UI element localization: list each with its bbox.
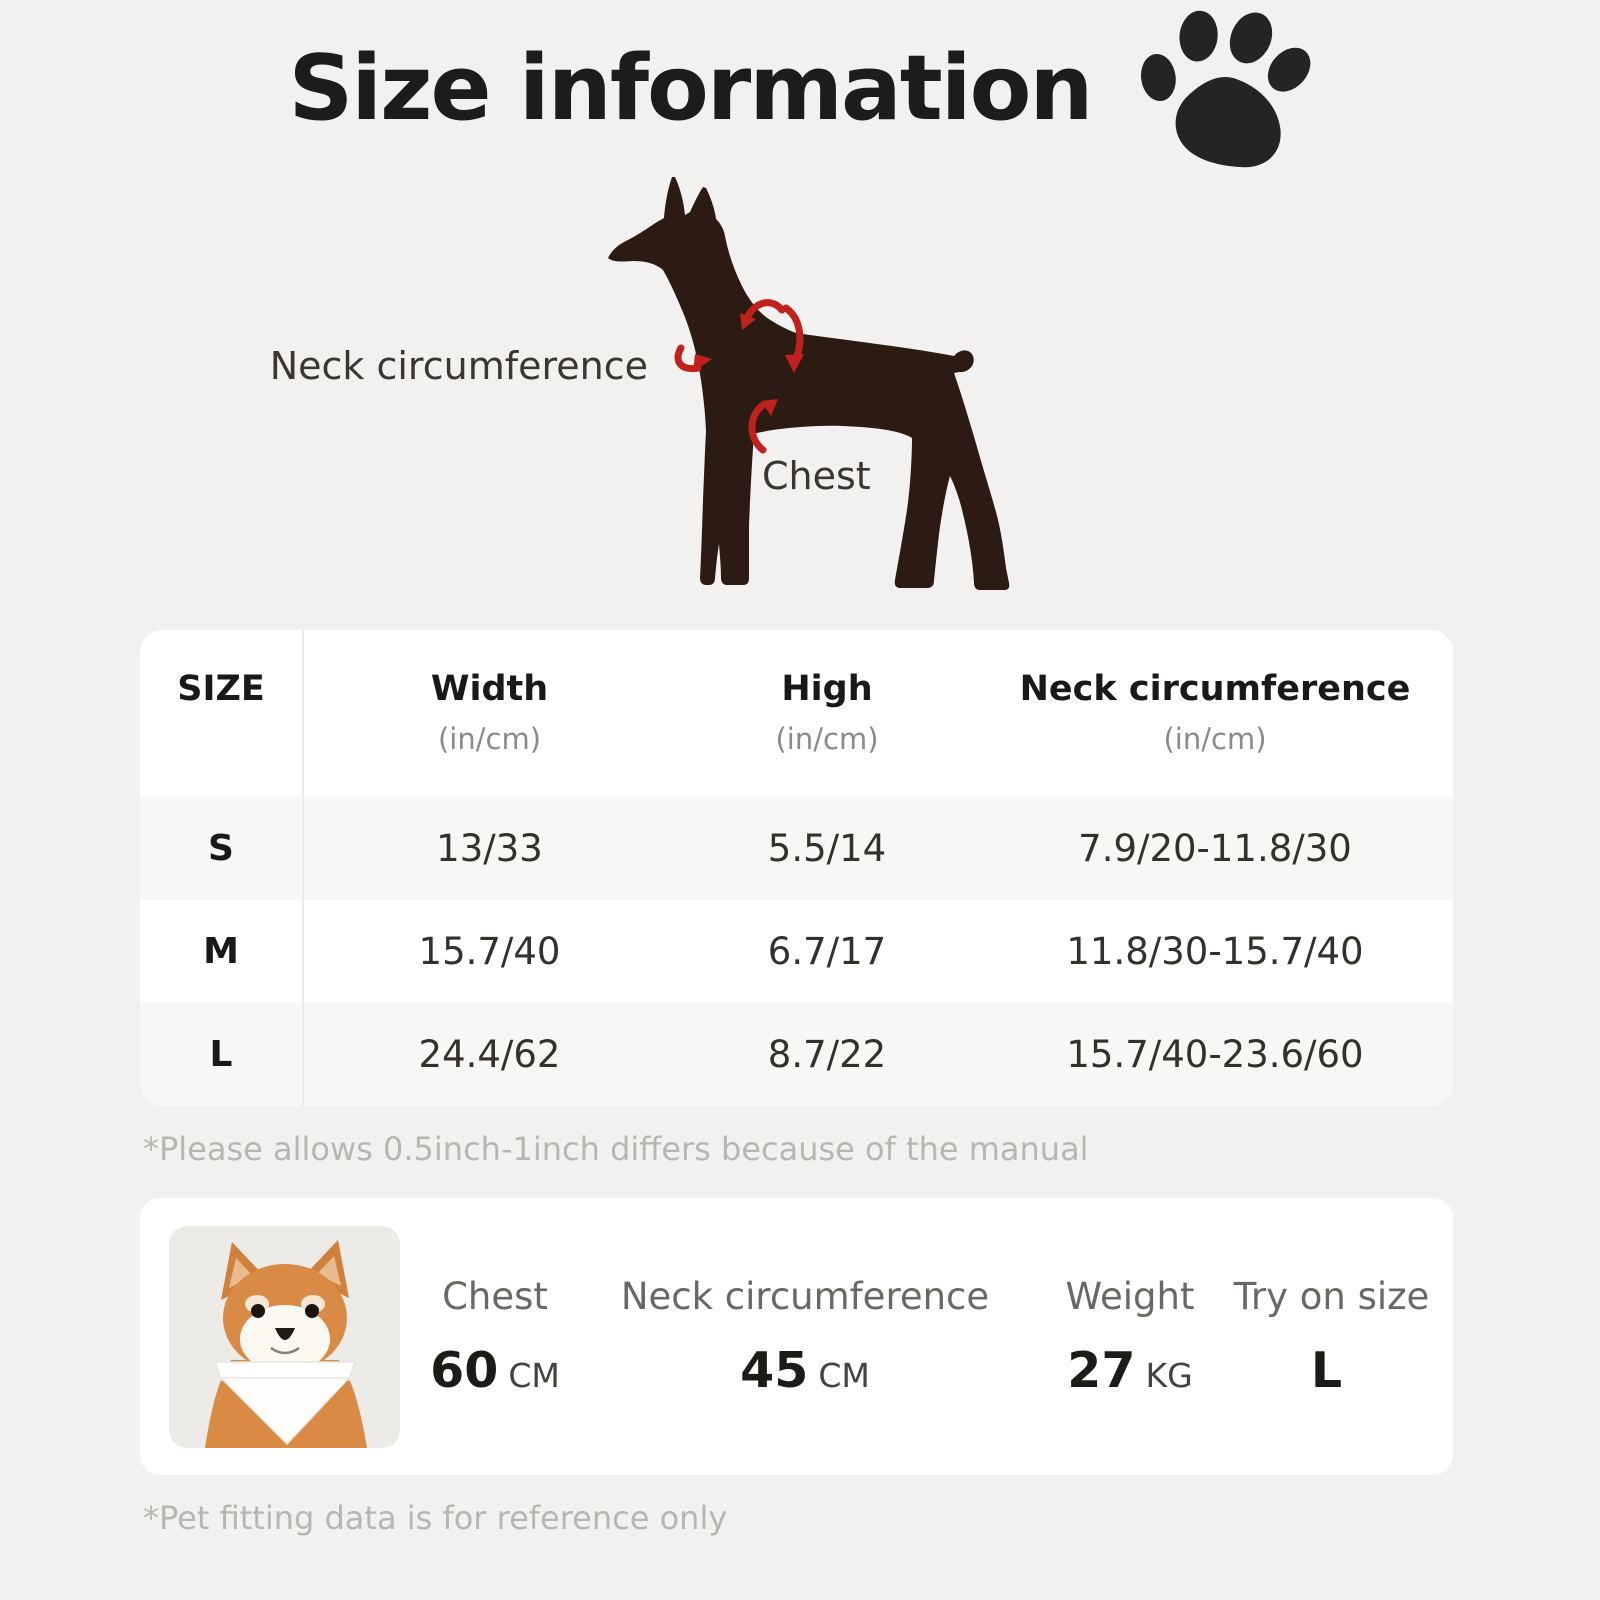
weight-unit: KG [1145, 1355, 1193, 1395]
paw-icon [1122, 7, 1312, 175]
neck-cell: 7.9/20-11.8/30 [1078, 827, 1352, 870]
neck-circumference-label: Neck circumference [269, 344, 648, 388]
table-row-l [140, 1003, 1453, 1106]
fitting-stats [430, 1275, 1453, 1399]
high-cell: 6.7/17 [767, 930, 887, 973]
high-cell: 5.5/14 [767, 827, 887, 870]
column-header-high: High (in/cm) [775, 669, 879, 756]
dog-right-eye [305, 1304, 319, 1318]
fitting-card [140, 1198, 1453, 1475]
stat-neck-circumference: Neck circumference 45 CM [620, 1274, 990, 1399]
column-header-size: SIZE [177, 669, 265, 709]
page-title: Size information [288, 35, 1092, 141]
fitting-disclaimer-note: *Pet fitting data is for reference only [143, 1499, 728, 1537]
neck-cell: 15.7/40-23.6/60 [1066, 1033, 1364, 1076]
dog-left-eye [251, 1304, 265, 1318]
high-cell: 8.7/22 [767, 1033, 887, 1076]
stat-try-on-size: Try on size L [1233, 1274, 1430, 1399]
chest-unit: CM [508, 1355, 560, 1395]
measurement-diagram [0, 160, 1600, 610]
column-header-neck: Neck circumference (in/cm) [1019, 669, 1411, 756]
width-cell: 24.4/62 [418, 1033, 561, 1076]
pet-photo [169, 1226, 400, 1448]
neck-unit: CM [818, 1355, 870, 1395]
size-table-header [140, 630, 1453, 797]
shiba-inu-illustration [169, 1226, 400, 1448]
table-row-m [140, 900, 1453, 1003]
column-header-width: Width (in/cm) [430, 669, 549, 756]
size-cell: S [208, 828, 234, 869]
size-table [140, 630, 1453, 1106]
header [0, 0, 1600, 160]
neck-arrow-top [748, 303, 782, 316]
width-cell: 13/33 [436, 827, 543, 870]
size-cell: L [209, 1034, 233, 1075]
table-disclaimer-note: *Please allows 0.5inch-1inch differs because of the manual [143, 1130, 1089, 1168]
neck-value: 45 [740, 1341, 809, 1399]
stat-chest: Chest 60 CM [430, 1274, 560, 1399]
chest-label: Chest [762, 454, 871, 498]
table-row-s [140, 797, 1453, 900]
try-on-size-value: L [1310, 1341, 1343, 1399]
stat-weight: Weight 27 KG [1065, 1274, 1195, 1399]
dog-body [608, 177, 1009, 590]
chest-value: 60 [430, 1341, 499, 1399]
weight-value: 27 [1067, 1341, 1136, 1399]
width-cell: 15.7/40 [418, 930, 561, 973]
size-cell: M [203, 931, 239, 972]
neck-cell: 11.8/30-15.7/40 [1066, 930, 1364, 973]
